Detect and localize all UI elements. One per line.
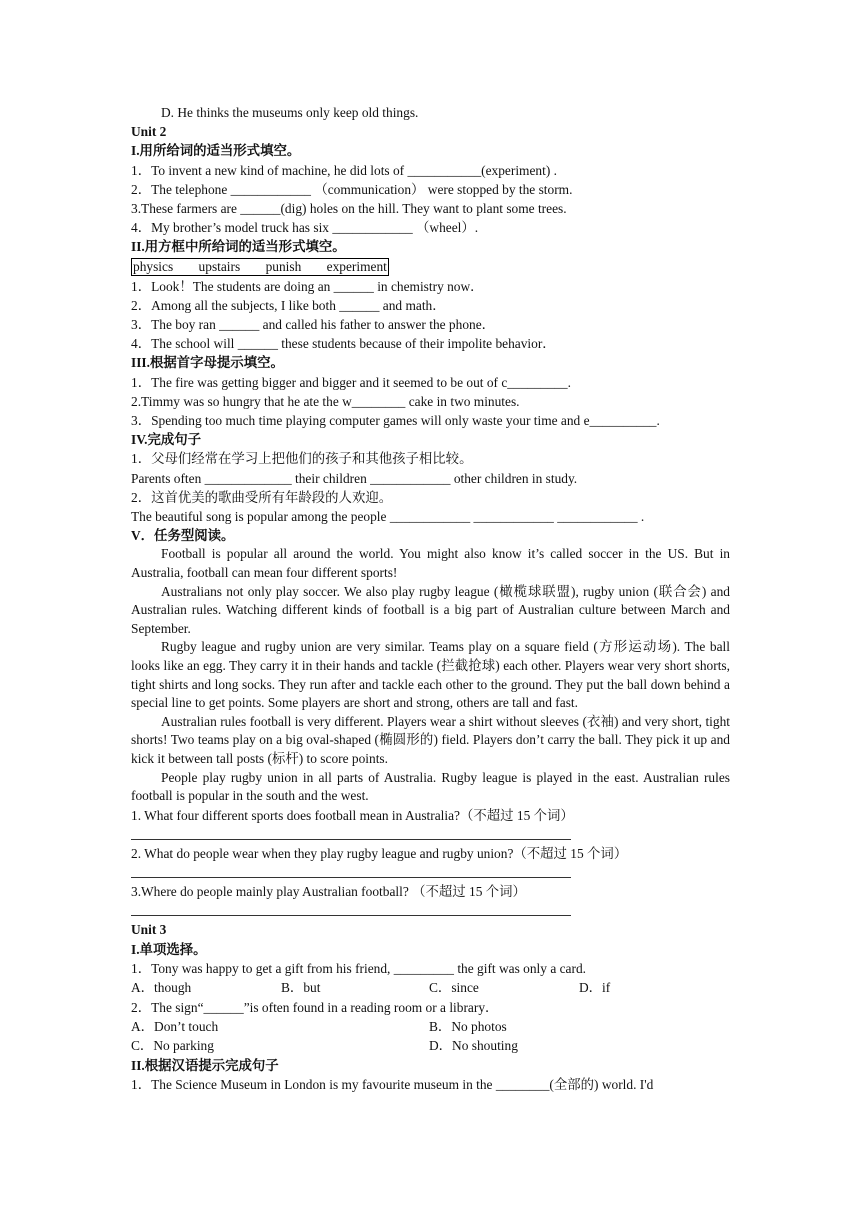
- unit3-title: Unit 3: [131, 922, 167, 938]
- reading-paragraph: Rugby league and rugby union are very similar. Teams play on a square field (方形运动场). The ball looks like an egg. They carry it in their hands and tackle (拦截抢球) each other. Players wear very short shorts, tight shirts and long socks. They run after and tackle each other to the ground. They put the ball down behind a special line to get points. Some players are short and strong, others are tall and fast.: [131, 639, 730, 711]
- mc-option: C．No parking: [131, 1038, 214, 1054]
- unit2-sec5-heading: V．任务型阅读。: [131, 528, 235, 544]
- exercise-item: 4．The school will ______ these students because of their impolite behavior．: [131, 336, 556, 352]
- reading-question: 3.Where do people mainly play Australian football? （不超过 15 个词）: [131, 884, 526, 900]
- mc-question: 2．The sign“______”is often found in a reading room or a library．: [131, 999, 499, 1015]
- exercise-item: 1．The Science Museum in London is my favourite museum in the ________(全部的) world. I'd: [131, 1077, 654, 1093]
- exercise-item: 1．The fire was getting bigger and bigger and it seemed to be out of c_________.: [131, 374, 571, 390]
- option-d-line: D. He thinks the museums only keep old things.: [161, 105, 419, 120]
- mc-option: A．Don’t touch: [131, 1018, 219, 1034]
- exercise-line: Parents often _____________ their children ____________ other children in study.: [131, 470, 578, 486]
- word-box-item: punish: [265, 258, 302, 274]
- answer-line: [131, 863, 571, 878]
- reading-question: 2. What do people wear when they play rugby league and rugby union?（不超过 15 个词）: [131, 845, 628, 861]
- exercise-item: 3．Spending too much time playing computer games will only waste your time and e__________.: [131, 413, 660, 429]
- mc-options: [131, 978, 730, 998]
- exercise-item: 4．My brother’s model truck has six ____________ （wheel）.: [131, 220, 479, 236]
- exercise-line: 2．这首优美的歌曲受所有年龄段的人欢迎。: [131, 489, 393, 505]
- mc-option: C．since: [429, 980, 479, 995]
- exercise-item: 1．To invent a new kind of machine, he did lots of ___________(experiment) .: [131, 162, 557, 178]
- mc-option: A．though: [131, 980, 192, 995]
- word-box-item: physics: [133, 258, 174, 274]
- exercise-item: 3.These farmers are ______(dig) holes on the hill. They want to plant some trees.: [131, 201, 567, 217]
- exercise-item: 3．The boy ran ______ and called his father to answer the phone．: [131, 317, 496, 333]
- unit3-sec1-heading: I.单项选择。: [131, 941, 207, 957]
- unit3-sec2-heading: II.根据汉语提示完成句子: [131, 1057, 279, 1073]
- exercise-line: The beautiful song is popular among the people ____________ ____________ ____________ .: [131, 509, 645, 525]
- reading-paragraph: Football is popular all around the world. You might also know it’s called soccer in the US. But in Australia, football can mean four different sports!: [131, 546, 730, 581]
- mc-options: [131, 1036, 730, 1056]
- mc-option: B．No photos: [429, 1018, 507, 1034]
- word-box-item: experiment: [326, 258, 387, 274]
- mc-option: B．but: [281, 980, 321, 995]
- unit2-sec3-heading: III.根据首字母提示填空。: [131, 355, 284, 371]
- word-box-item: upstairs: [198, 258, 241, 274]
- reading-paragraph: Australian rules football is very different. Players wear a shirt without sleeves (衣袖) and very short, tight shorts! Two teams play on a big oval-shaped (椭圆形的) field. Players don’t carry the ball. They pick it up and kick it between tall posts (标杆) to score points.: [131, 713, 730, 766]
- unit2-title: Unit 2: [131, 124, 167, 140]
- reading-paragraph: People play rugby union in all parts of Australia. Rugby league is played in the east. Australian rules football is popular in the south and the west.: [131, 769, 730, 804]
- answer-line: [131, 901, 571, 916]
- exercise-item: 2．The telephone ____________ （communication） were stopped by the storm.: [131, 181, 573, 197]
- mc-option: D．No shouting: [429, 1038, 518, 1054]
- unit2-sec4-heading: IV.完成句子: [131, 432, 202, 448]
- unit2-sec2-heading: II.用方框中所给词的适当形式填空。: [131, 239, 346, 255]
- exercise-item: 2．Among all the subjects, I like both ______ and math．: [131, 297, 446, 313]
- answer-line: [131, 825, 571, 840]
- mc-options: [131, 1017, 730, 1037]
- exercise-line: 1．父母们经常在学习上把他们的孩子和其他孩子相比较。: [131, 451, 473, 467]
- document-page: [131, 103, 730, 1094]
- exercise-item: 1．Look！The students are doing an ______ in chemistry now．: [131, 278, 484, 294]
- exercise-item: 2.Timmy was so hungry that he ate the w________ cake in two minutes.: [131, 393, 520, 409]
- unit2-sec1-heading: I.用所给词的适当形式填空。: [131, 143, 301, 159]
- word-box: [131, 258, 389, 276]
- reading-question: 1. What four different sports does football mean in Australia?（不超过 15 个词）: [131, 807, 574, 823]
- mc-question: 1．Tony was happy to get a gift from his friend, _________ the gift was only a card.: [131, 960, 586, 976]
- reading-paragraph: Australians not only play soccer. We also play rugby league (橄榄球联盟), rugby union (联合会) and Australian rules. Watching different kinds of football is a big part of Australian culture between March and September.: [131, 583, 730, 636]
- mc-option: D．if: [579, 980, 611, 995]
